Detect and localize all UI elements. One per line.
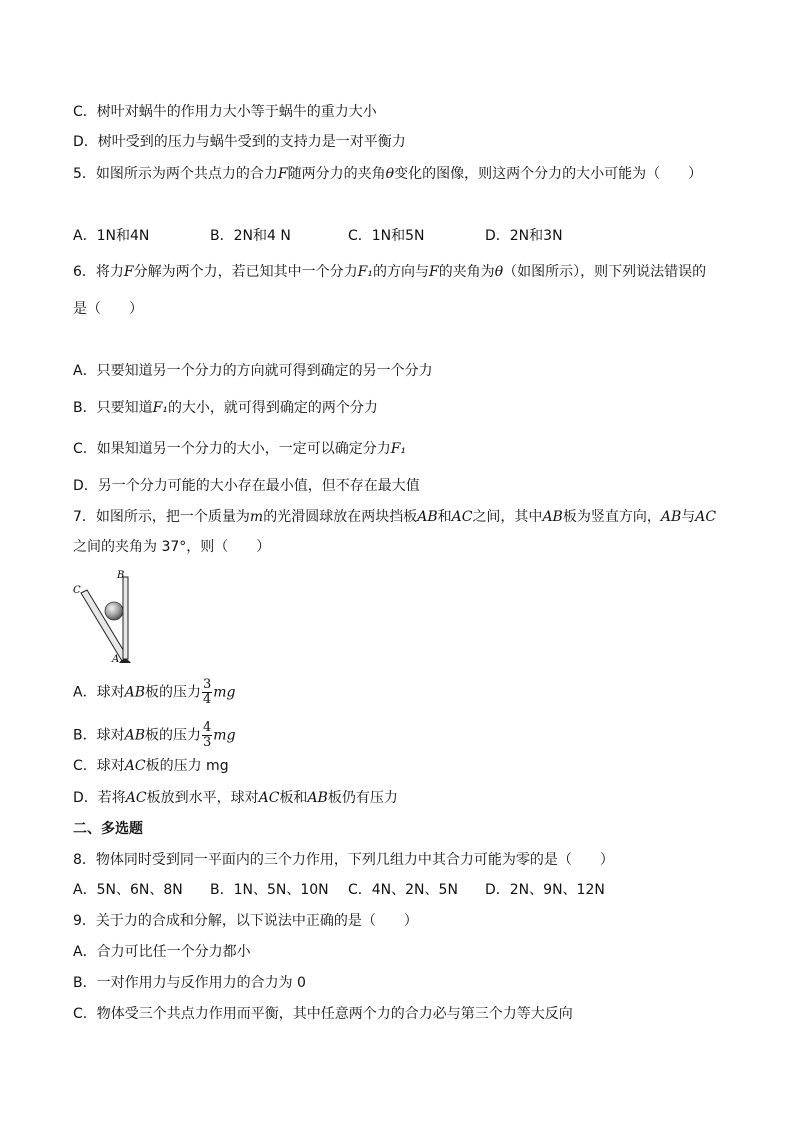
q7-stem-text: 和 <box>437 509 452 525</box>
q7-option-d <box>73 789 398 807</box>
q7-ac-symbol: AC <box>125 790 147 806</box>
q7-stem <box>73 508 716 526</box>
q7-ab-symbol: AB <box>124 684 145 701</box>
q7-option-b <box>73 721 236 750</box>
q8-stem: 8．物体同时受到同一平面内的三个力作用，下列几组力中其合力可能为零的是（ ） <box>73 852 614 868</box>
q6-option-c <box>73 440 406 458</box>
q6-option-a: A．只要知道另一个分力的方向就可得到确定的另一个分力 <box>73 363 433 379</box>
q7-option-b-text: B．球对 <box>73 727 125 744</box>
q9-option-b: B．一对作用力与反作用力的合力为 0 <box>73 975 306 991</box>
q6-option-b <box>73 399 378 417</box>
q6-f1-symbol: F₁ <box>390 441 407 457</box>
q8-option-d: D．2N、9N、12N <box>485 882 605 898</box>
q7-ab-symbol: AB <box>307 790 328 806</box>
q6-stem-text: 的夹角为 <box>438 264 495 280</box>
q7-option-c <box>73 757 229 775</box>
q6-option-d: D．另一个分力可能的大小存在最小值，但不存在最大值 <box>73 478 420 494</box>
q6-option-b-text: 的大小，就可得到确定的两个分力 <box>167 400 378 416</box>
plate-ac <box>81 590 128 661</box>
q6-force-symbol: F <box>123 264 134 280</box>
section-multi-choice-title: 二、多选题 <box>73 821 143 837</box>
q5-option-b: B．2N和4 N <box>210 228 291 244</box>
ball <box>105 602 123 620</box>
q7-mass-symbol: m <box>249 509 264 525</box>
q9-stem: 9．关于力的合成和分解，以下说法中正确的是（ ） <box>73 913 418 929</box>
q7-stem-text: 之间，其中 <box>472 509 543 525</box>
q7-option-d-text: 板和 <box>279 790 308 806</box>
fraction-denominator: 4 <box>202 692 212 707</box>
q7-mg-symbol: mg <box>213 727 236 744</box>
fraction-numerator: 4 <box>203 720 212 735</box>
q6-stem-text: 6．将力 <box>73 264 124 280</box>
q6-f1-symbol: F₁ <box>152 400 168 416</box>
q6-stem-text: 分解为两个力，若已知其中一个分力 <box>133 264 358 280</box>
q7-option-d-text: D．若将 <box>73 790 126 806</box>
q6-stem-text: （如图所示），则下列说法错误的 <box>503 264 707 280</box>
q6-f1-symbol: F₁ <box>357 264 373 280</box>
q6-option-b-text: B．只要知道 <box>73 400 153 416</box>
q7-option-c-text: C．球对 <box>73 758 125 774</box>
q7-stem-text: 板为竖直方向， <box>562 509 661 525</box>
q6-stem-line2: 是（ ） <box>73 301 143 317</box>
q5-stem-text: 随两分力的夹角 <box>287 166 386 182</box>
q7-ball-plates-figure <box>72 566 142 664</box>
q7-ac-symbol: AC <box>451 509 473 525</box>
q7-ac-symbol: AC <box>258 790 280 806</box>
q7-option-a-text: A．球对 <box>73 684 125 701</box>
q7-ab-symbol: AB <box>124 727 146 744</box>
q7-stem-text: 与 <box>681 509 696 525</box>
fraction-numerator: 3 <box>202 677 212 692</box>
q5-option-c: C．1N和5N <box>348 228 425 244</box>
q7-option-d-text: 板仍有压力 <box>327 790 398 806</box>
q7-stem-text: 7．如图所示，把一个质量为 <box>73 509 250 525</box>
label-a: A <box>112 654 120 664</box>
q7-ab-symbol: AB <box>542 509 563 525</box>
q7-option-a-text: 板的压力 <box>144 684 201 701</box>
q8-option-c: C．4N、2N、5N <box>348 882 458 898</box>
q6-option-c-text: C．如果知道另一个分力的大小，一定可以确定分力 <box>73 441 391 457</box>
q9-option-c: C．物体受三个共点力作用而平衡，其中任意两个力的合力必与第三个力等大反向 <box>73 1006 573 1022</box>
q5-option-a: A．1N和4N <box>73 228 150 244</box>
q7-ab-symbol: AB <box>660 509 682 525</box>
q5-stem-text: 变化的图像，则这两个分力的大小可能为（ ） <box>394 166 703 182</box>
q6-angle-symbol: θ <box>494 264 504 280</box>
q7-stem-text: 的光滑圆球放在两块挡板 <box>263 509 418 525</box>
q7-ac-symbol: AC <box>695 509 717 525</box>
label-b: B <box>117 570 125 581</box>
q9-option-a: A．合力可比任一个分力都小 <box>73 944 251 960</box>
q5-stem <box>73 165 702 183</box>
q5-force-symbol: F <box>277 166 288 182</box>
fraction-denominator: 3 <box>203 735 212 750</box>
q7-ab-symbol: AB <box>417 509 438 525</box>
q4-option-c: C．树叶对蜗牛的作用力大小等于蜗牛的重力大小 <box>73 104 377 120</box>
q7-option-b-fraction <box>202 721 212 750</box>
q8-option-b: B．1N、5N、10N <box>210 882 329 898</box>
q7-ac-symbol: AC <box>124 758 146 774</box>
q5-option-d: D．2N和3N <box>485 228 563 244</box>
plate-ab <box>123 577 128 659</box>
q5-angle-symbol: θ <box>385 166 395 182</box>
q7-option-c-text: 板的压力 mg <box>145 758 229 774</box>
q7-option-d-text: 板放到水平，球对 <box>146 790 259 806</box>
q7-option-a <box>73 678 236 707</box>
q8-option-a: A．5N、6N、8N <box>73 882 183 898</box>
q6-stem-text: 的方向与 <box>372 264 429 280</box>
q7-option-a-fraction <box>202 678 212 707</box>
q6-stem <box>73 263 706 281</box>
q5-stem-text: 5．如图所示为两个共点力的合力 <box>73 166 278 182</box>
q4-option-d: D．树叶受到的压力与蜗牛受到的支持力是一对平衡力 <box>73 134 406 150</box>
q7-stem-line2: 之间的夹角为 37°，则（ ） <box>73 539 271 555</box>
q6-force-symbol: F <box>428 264 439 280</box>
q7-mg-symbol: mg <box>213 684 236 701</box>
label-c: C <box>73 585 81 596</box>
q7-option-b-text: 板的压力 <box>145 727 202 744</box>
